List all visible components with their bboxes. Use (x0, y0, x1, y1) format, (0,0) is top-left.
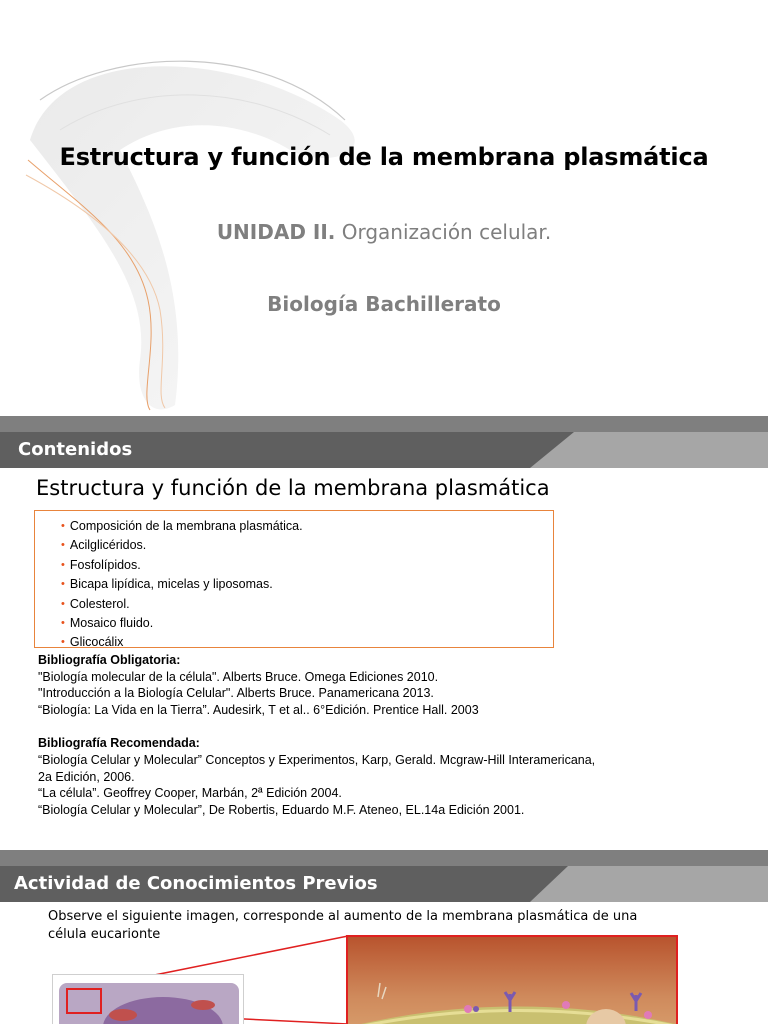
biblio-entry: “Biología: La Vida en la Tierra”. Audesirk, T et al.. 6°Edición. Prentice Hall. 2003 (38, 702, 479, 717)
decorative-swoosh (0, 0, 768, 416)
bullet-icon: • (61, 539, 65, 552)
bullet-icon: • (61, 558, 65, 571)
list-item: • Composición de la membrana plasmática. (61, 519, 303, 533)
bullet-icon: • (61, 578, 65, 591)
biblio-recommended-title: Bibliografía Recomendada: (38, 736, 200, 751)
list-item: • Acilglicéridos. (61, 538, 147, 553)
header-band-top (0, 416, 768, 432)
subtitle-unit: UNIDAD II. (216, 220, 336, 244)
list-item: • Glicocálix (61, 635, 124, 650)
activity-instructions: Observe el siguiente imagen, corresponde al aumento de la membrana plasmática de una célula eucarionte (48, 909, 638, 942)
topics-box (34, 510, 554, 648)
section-header: Contenidos (18, 439, 133, 460)
biblio-entry: “Biología Celular y Molecular” Conceptos y Experimentos, Karp, Gerald. Mcgraw-Hill Interamericana, (38, 752, 596, 767)
contents-slide (0, 416, 768, 850)
biblio-entry: 2a Edición, 2006. (38, 769, 135, 784)
list-item: • Mosaico fluido. (61, 616, 154, 631)
cell-diagram-image (52, 974, 244, 1024)
biblio-mandatory-title: Bibliografía Obligatoria: (38, 653, 181, 667)
bullet-icon: • (61, 597, 65, 610)
bullet-icon: • (61, 636, 65, 649)
list-item: • Colesterol. (61, 596, 130, 611)
subtitle-text: Organización celular. (335, 220, 552, 244)
bibliography (38, 652, 638, 818)
biblio-entry: “Biología Celular y Molecular”, De Robertis, Eduardo M.F. Ateneo, EL.14a Edición 2001. (38, 802, 525, 817)
slide-subtitle-course: Biología Bachillerato (267, 292, 501, 316)
topics-list (61, 517, 553, 653)
list-item: • Bicapa lipídica, micelas y liposomas. (61, 577, 273, 592)
slide-subtitle (0, 220, 768, 244)
section-header: Actividad de Conocimientos Previos (14, 873, 378, 894)
slide-title: Estructura y función de la membrana plasmática (59, 143, 709, 171)
membrane-zoom-image (346, 935, 678, 1024)
list-item: • Fosfolípidos. (61, 557, 141, 572)
contents-heading: Estructura y función de la membrana plasmática (36, 476, 550, 500)
activity-slide (0, 850, 768, 1024)
bullet-icon: • (61, 520, 65, 532)
header-band (0, 432, 768, 468)
title-slide (0, 0, 768, 416)
bullet-icon: • (61, 617, 65, 630)
biblio-entry: “La célula”. Geoffrey Cooper, Marbán, 2ª Edición 2004. (38, 786, 342, 801)
biblio-entry: "Biología molecular de la célula". Alberts Bruce. Omega Ediciones 2010. (38, 669, 439, 684)
biblio-entry: "Introducción a la Biología Celular". Alberts Bruce. Panamericana 2013. (38, 686, 434, 701)
